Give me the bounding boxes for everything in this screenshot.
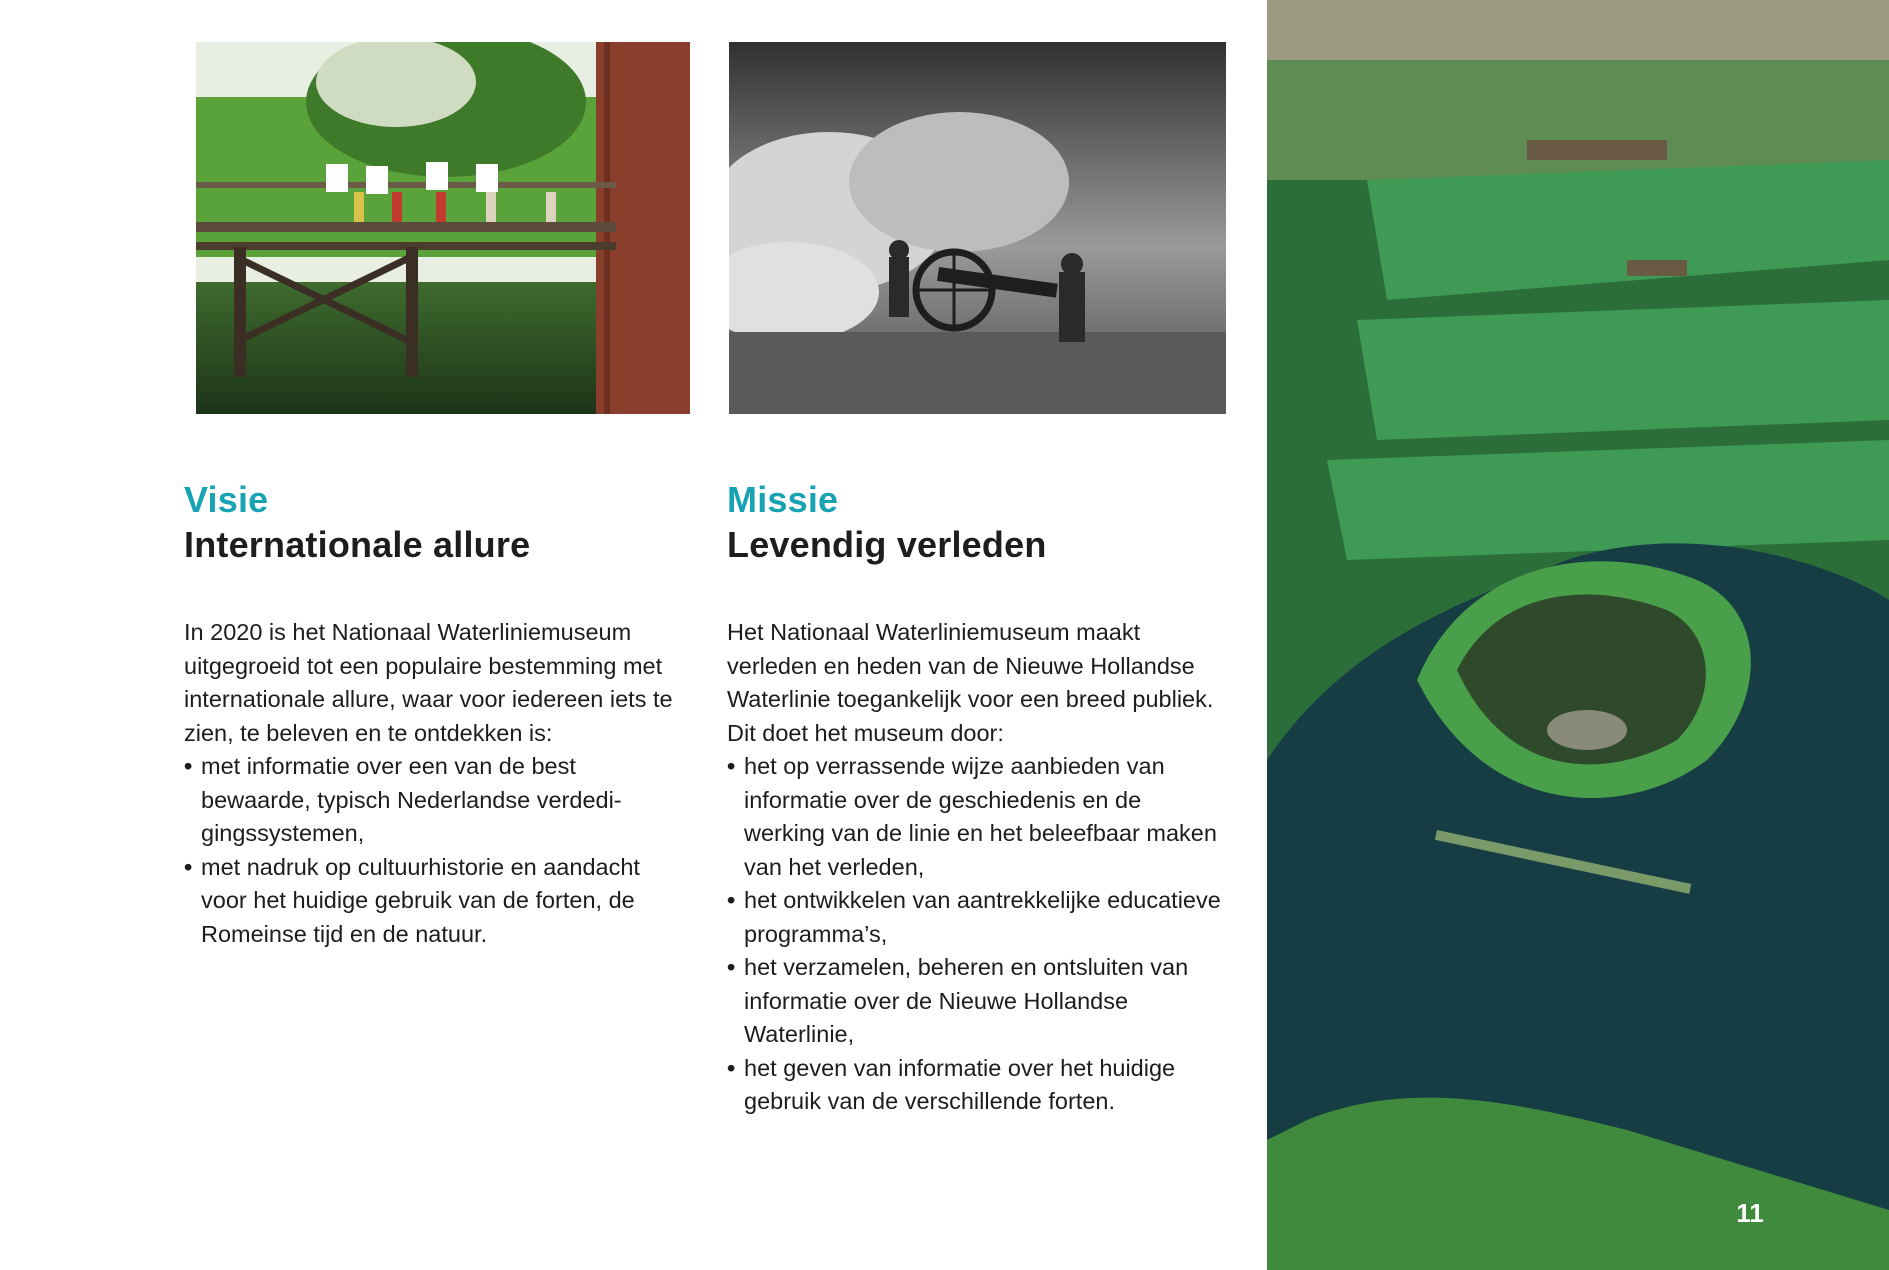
cannon-photo-illustration	[729, 42, 1226, 414]
missie-bullet: • het geven van informatie over het huidige gebruik van de verschillende forten.	[727, 1052, 1227, 1119]
missie-bullet-list	[727, 750, 1227, 1119]
visie-section	[184, 478, 684, 951]
photo-historic-cannon	[729, 42, 1226, 414]
visie-bullet: • met nadruk op cultuurhistorie en aandacht voor het huidige gebruik van de forten, de Romeinse tijd en de natuur.	[184, 851, 684, 952]
visie-bullet: • met informatie over een van de best bewaarde, typisch Nederlandse verdedi-gingssystemen,	[184, 750, 684, 851]
photo-aerial-fort	[1267, 0, 1889, 1270]
missie-intro: Het Nationaal Waterliniemuseum maakt verleden en heden van de Nieuwe Hollandse Waterlinie toegankelijk voor een breed publiek. Dit doet het museum door:	[727, 619, 1214, 746]
missie-bullet: • het op verrassende wijze aanbieden van informatie over de geschiedenis en de werking van de linie en het beleefbaar maken van het verleden,	[727, 750, 1227, 884]
visie-kicker: Visie	[184, 479, 269, 520]
bridge-photo-illustration	[196, 42, 690, 414]
page-number: 11	[1736, 1198, 1764, 1228]
visie-heading: Internationale allure	[184, 524, 531, 565]
visie-bullet-list	[184, 750, 684, 951]
visie-intro: In 2020 is het Nationaal Waterliniemuseum uitgegroeid tot een populaire bestemming met internationale allure, waar voor iedereen iets te zien, te beleven en te ontdekken is:	[184, 619, 673, 746]
missie-bullet: • het ontwikkelen van aantrekkelijke educatieve programma’s,	[727, 884, 1227, 951]
missie-section	[727, 478, 1227, 1119]
aerial-photo-illustration	[1267, 0, 1889, 1270]
missie-kicker: Missie	[727, 479, 839, 520]
photo-children-bridge	[196, 42, 690, 414]
missie-bullet: • het verzamelen, beheren en ontsluiten van informatie over de Nieuwe Hollandse Waterlinie,	[727, 951, 1227, 1052]
missie-heading: Levendig verleden	[727, 524, 1047, 565]
